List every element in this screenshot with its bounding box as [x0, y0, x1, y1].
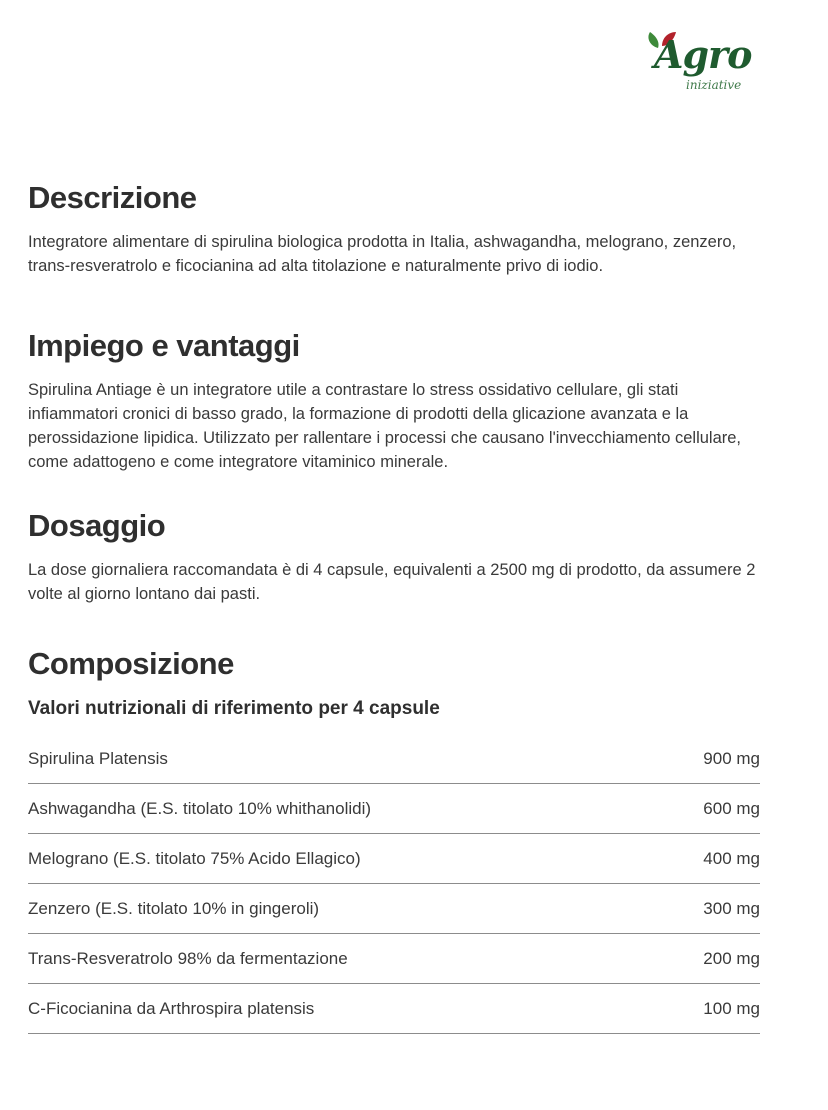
- brand-logo: [644, 28, 774, 98]
- table-row: [28, 984, 760, 1034]
- section-title-impiego: Impiego e vantaggi: [28, 328, 300, 363]
- table-row: [28, 884, 760, 934]
- table-row: [28, 734, 760, 784]
- ingredient-value: 200 mg: [703, 948, 760, 968]
- section-descrizione: [28, 176, 768, 324]
- section-composizione: [28, 642, 768, 1034]
- section-impiego: [28, 324, 768, 504]
- ingredient-value: 400 mg: [703, 848, 760, 868]
- ingredient-name: Spirulina Platensis: [28, 748, 168, 768]
- ingredient-value: 600 mg: [703, 798, 760, 818]
- ingredient-name: C-Ficocianina da Arthrospira platensis: [28, 998, 315, 1018]
- table-row: [28, 834, 760, 884]
- section-dosaggio: [28, 504, 768, 642]
- section-title-descrizione: Descrizione: [28, 180, 197, 215]
- section-title-dosaggio: Dosaggio: [28, 508, 166, 543]
- composition-subtitle: Valori nutrizionali di riferimento per 4 capsule: [28, 698, 440, 719]
- ingredient-name: Trans-Resveratrolo 98% da fermentazione: [28, 948, 348, 968]
- ingredient-name: Melograno (E.S. titolato 75% Acido Ellagico): [28, 848, 361, 868]
- table-row: [28, 934, 760, 984]
- brand-name: Agro: [654, 32, 752, 77]
- composition-table: [28, 734, 760, 1034]
- section-text-impiego: Spirulina Antiage è un integratore utile a contrastare lo stress ossidativo cellulare, gli stati infiammatori cronici di basso grado, la formazione di prodotti della glicazione avanzata e la perossidazione lipidica. Utilizzato per rallentare i processi che causano l'invecchiamento cellulare, come adattogeno e come integratore vitaminico minerale.: [28, 381, 742, 471]
- table-row: [28, 784, 760, 834]
- section-text-descrizione: Integratore alimentare di spirulina biologica prodotta in Italia, ashwagandha, melograno, zenzero, trans-resveratrolo e ficocianina ad alta titolazione e naturalmente privo di iodio.: [28, 233, 737, 275]
- ingredient-value: 300 mg: [703, 898, 760, 918]
- brand-tagline: iniziative: [686, 78, 742, 92]
- ingredient-value: 100 mg: [703, 998, 760, 1018]
- ingredient-name: Zenzero (E.S. titolato 10% in gingeroli): [28, 898, 320, 918]
- product-info: [28, 176, 768, 1034]
- section-text-dosaggio: La dose giornaliera raccomandata è di 4 capsule, equivalenti a 2500 mg di prodotto, da assumere 2 volte al giorno lontano dai pasti.: [28, 561, 756, 603]
- ingredient-value: 900 mg: [703, 748, 760, 768]
- section-title-composizione: Composizione: [28, 646, 234, 681]
- ingredient-name: Ashwagandha (E.S. titolato 10% whithanolidi): [28, 798, 372, 818]
